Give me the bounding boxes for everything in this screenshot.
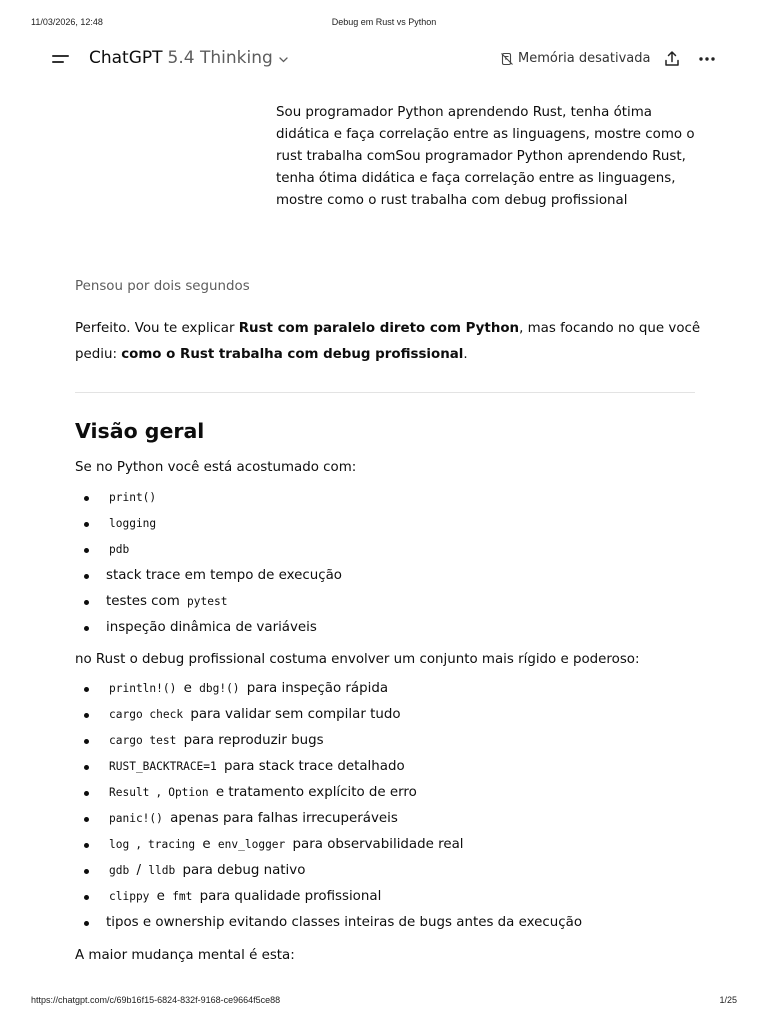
memory-status-button[interactable] bbox=[500, 51, 650, 66]
inline-code: gdb bbox=[109, 864, 130, 877]
inline-code: env_logger bbox=[217, 838, 286, 851]
inline-code: panic!() bbox=[109, 812, 163, 825]
print-doc-title: Debug em Rust vs Python bbox=[331, 17, 437, 27]
list-item: RUST_BACKTRACE=1 para stack trace detalhado bbox=[75, 754, 715, 780]
print-footer bbox=[0, 995, 768, 1009]
list-item: cargo check para validar sem compilar tudo bbox=[75, 702, 715, 728]
model-selector[interactable] bbox=[89, 48, 289, 68]
list-item bbox=[75, 511, 715, 537]
inline-code: cargo test bbox=[109, 734, 177, 747]
inline-code: lldb bbox=[148, 864, 176, 877]
python-tools-list bbox=[75, 485, 715, 641]
list-item: cargo test para reproduzir bugs bbox=[75, 728, 715, 754]
rust-intro-text: no Rust o debug profissional costuma envolver um conjunto mais rígido e poderoso: bbox=[75, 652, 640, 667]
print-page-number: 1/25 bbox=[719, 995, 737, 1005]
inline-code: Option bbox=[168, 786, 209, 799]
sidebar-toggle-button[interactable] bbox=[50, 50, 72, 68]
inline-code: fmt bbox=[172, 890, 193, 903]
model-version: 5.4 Thinking bbox=[167, 48, 273, 68]
list-item: clippy e fmt para qualidade profissional bbox=[75, 884, 715, 910]
inline-code: pdb bbox=[109, 543, 130, 556]
closing-text: A maior mudança mental é esta: bbox=[75, 948, 295, 963]
list-item: inspeção dinâmica de variáveis bbox=[75, 615, 715, 641]
print-header bbox=[0, 17, 768, 31]
inline-code: Result bbox=[109, 786, 150, 799]
menu-line-icon bbox=[52, 55, 69, 57]
memory-status-label: Memória desativada bbox=[518, 51, 651, 66]
python-intro-text: Se no Python você está acostumado com: bbox=[75, 460, 357, 475]
memory-off-icon bbox=[500, 52, 514, 66]
list-item bbox=[75, 537, 715, 563]
inline-code: clippy bbox=[109, 890, 150, 903]
user-message: Sou programador Python aprendendo Rust, tenha ótima didática e faça correlação entre as linguagens, mostre como o rust trabalha comSou programador Python aprendendo Rust, tenha ótima didática e faça correlação entre as linguagens, mostre como o rust trabalha com debug profissional bbox=[276, 105, 695, 208]
response-intro: Perfeito. Vou te explicar Rust com paralelo direto com Python, mas focando no que você pediu: como o Rust trabalha com debug profissional. bbox=[75, 321, 701, 362]
list-item: println!() e dbg!() para inspeção rápida bbox=[75, 676, 715, 702]
inline-code: cargo check bbox=[109, 708, 184, 721]
top-bar bbox=[0, 44, 768, 74]
section-heading: Visão geral bbox=[75, 419, 205, 443]
inline-code: println!() bbox=[109, 682, 177, 695]
share-icon bbox=[662, 49, 682, 69]
chevron-down-icon bbox=[278, 54, 289, 65]
list-item: log , tracing e env_logger para observabilidade real bbox=[75, 832, 715, 858]
list-item: Result , Option e tratamento explícito de erro bbox=[75, 780, 715, 806]
intro-emphasis: Rust com paralelo direto com Python bbox=[238, 321, 520, 336]
section-divider bbox=[75, 392, 695, 393]
print-datetime: 11/03/2026, 12:48 bbox=[31, 17, 103, 27]
list-item: testes com pytest bbox=[75, 589, 715, 615]
list-item: panic!() apenas para falhas irrecuperáveis bbox=[75, 806, 715, 832]
more-options-button[interactable] bbox=[697, 49, 717, 69]
rust-tools-list bbox=[75, 676, 715, 936]
inline-code: log bbox=[109, 838, 130, 851]
share-button[interactable] bbox=[662, 49, 682, 69]
inline-code: print() bbox=[109, 491, 157, 504]
inline-code: dbg!() bbox=[199, 682, 240, 695]
ellipsis-icon bbox=[697, 49, 717, 69]
inline-code: tracing bbox=[148, 838, 196, 851]
list-item: tipos e ownership evitando classes inteiras de bugs antes da execução bbox=[75, 910, 715, 936]
inline-code: pytest bbox=[187, 595, 228, 608]
thinking-summary-toggle[interactable]: Pensou por dois segundos bbox=[75, 279, 250, 294]
print-url: https://chatgpt.com/c/69b16f15-6824-832f-9168-ce9664f5ce88 bbox=[31, 995, 281, 1005]
inline-code: logging bbox=[109, 517, 157, 530]
intro-emphasis: como o Rust trabalha com debug profissional bbox=[121, 347, 464, 362]
model-name: ChatGPT bbox=[89, 48, 163, 68]
inline-code: RUST_BACKTRACE=1 bbox=[109, 760, 217, 773]
list-item bbox=[75, 485, 715, 511]
list-item: stack trace em tempo de execução bbox=[75, 563, 715, 589]
list-item: gdb / lldb para debug nativo bbox=[75, 858, 715, 884]
menu-line-icon bbox=[52, 61, 64, 63]
